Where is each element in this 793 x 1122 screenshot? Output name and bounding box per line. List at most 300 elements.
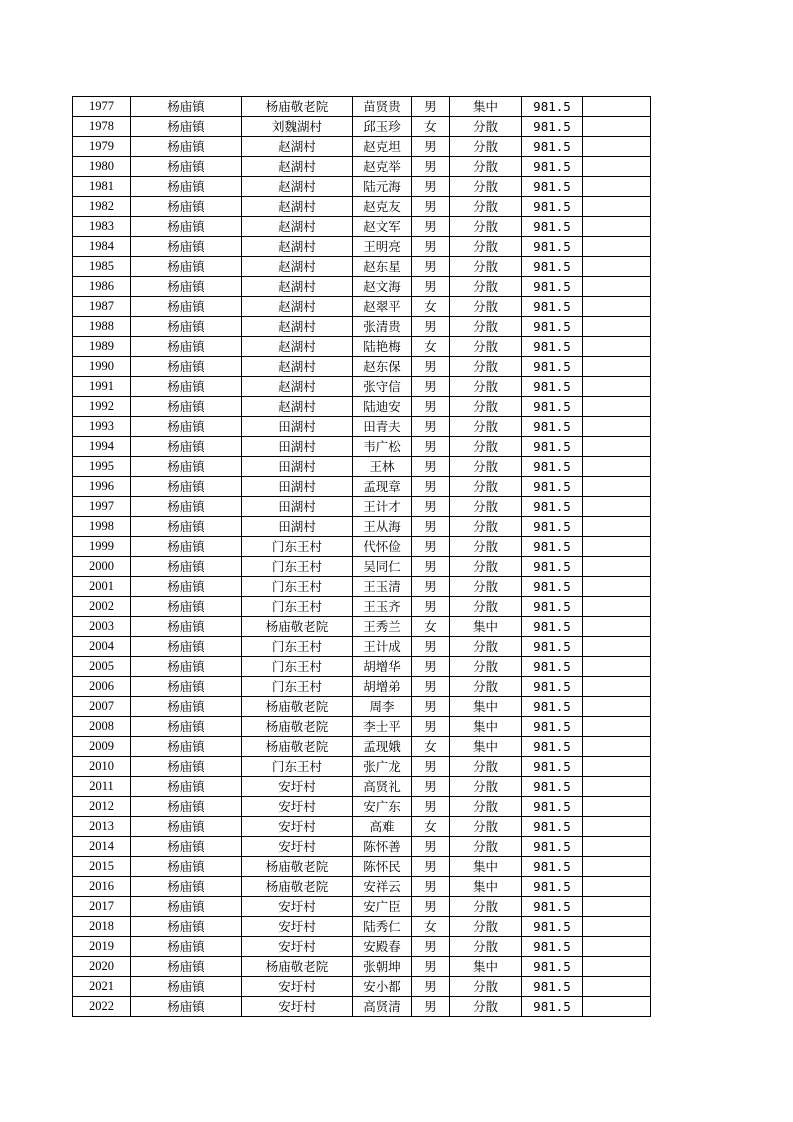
table-row	[73, 957, 651, 977]
amount-cell: 981.5	[522, 657, 583, 677]
support-type-cell: 分散	[450, 917, 522, 937]
person-name-cell: 周李	[353, 697, 412, 717]
amount-cell: 981.5	[522, 257, 583, 277]
support-type-cell: 分散	[450, 817, 522, 837]
person-name-cell: 王明亮	[353, 237, 412, 257]
support-type-cell: 分散	[450, 577, 522, 597]
table-row	[73, 97, 651, 117]
person-name-cell: 胡增华	[353, 657, 412, 677]
village-cell: 田湖村	[242, 437, 353, 457]
gender-cell: 男	[412, 237, 450, 257]
gender-cell: 男	[412, 477, 450, 497]
record-id-cell: 2004	[73, 637, 131, 657]
amount-cell: 981.5	[522, 917, 583, 937]
town-cell: 杨庙镇	[131, 237, 242, 257]
gender-cell: 男	[412, 437, 450, 457]
support-type-cell: 分散	[450, 117, 522, 137]
amount-cell: 981.5	[522, 417, 583, 437]
town-cell: 杨庙镇	[131, 257, 242, 277]
remark-cell	[583, 297, 651, 317]
remark-cell	[583, 157, 651, 177]
support-type-cell: 分散	[450, 477, 522, 497]
village-cell: 杨庙敬老院	[242, 737, 353, 757]
amount-cell: 981.5	[522, 957, 583, 977]
support-type-cell: 分散	[450, 497, 522, 517]
support-type-cell: 分散	[450, 937, 522, 957]
town-cell: 杨庙镇	[131, 497, 242, 517]
remark-cell	[583, 997, 651, 1017]
town-cell: 杨庙镇	[131, 97, 242, 117]
gender-cell: 女	[412, 917, 450, 937]
town-cell: 杨庙镇	[131, 577, 242, 597]
remark-cell	[583, 977, 651, 997]
remark-cell	[583, 217, 651, 237]
village-cell: 赵湖村	[242, 257, 353, 277]
table-row	[73, 817, 651, 837]
support-type-cell: 分散	[450, 777, 522, 797]
village-cell: 安圩村	[242, 817, 353, 837]
amount-cell: 981.5	[522, 517, 583, 537]
support-type-cell: 分散	[450, 137, 522, 157]
village-cell: 赵湖村	[242, 397, 353, 417]
person-name-cell: 王林	[353, 457, 412, 477]
table-row	[73, 517, 651, 537]
amount-cell: 981.5	[522, 217, 583, 237]
table-row	[73, 497, 651, 517]
remark-cell	[583, 477, 651, 497]
record-id-cell: 1994	[73, 437, 131, 457]
table-row	[73, 417, 651, 437]
support-type-cell: 分散	[450, 177, 522, 197]
person-name-cell: 胡增弟	[353, 677, 412, 697]
table-row	[73, 137, 651, 157]
table-row	[73, 737, 651, 757]
gender-cell: 男	[412, 157, 450, 177]
table-row	[73, 917, 651, 937]
remark-cell	[583, 797, 651, 817]
amount-cell: 981.5	[522, 197, 583, 217]
gender-cell: 男	[412, 937, 450, 957]
village-cell: 杨庙敬老院	[242, 697, 353, 717]
village-cell: 赵湖村	[242, 377, 353, 397]
remark-cell	[583, 337, 651, 357]
support-type-cell: 分散	[450, 997, 522, 1017]
remark-cell	[583, 637, 651, 657]
amount-cell: 981.5	[522, 297, 583, 317]
remark-cell	[583, 277, 651, 297]
record-id-cell: 1986	[73, 277, 131, 297]
remark-cell	[583, 917, 651, 937]
table-row	[73, 937, 651, 957]
person-name-cell: 吴同仁	[353, 557, 412, 577]
village-cell: 刘魏湖村	[242, 117, 353, 137]
gender-cell: 男	[412, 177, 450, 197]
town-cell: 杨庙镇	[131, 477, 242, 497]
amount-cell: 981.5	[522, 737, 583, 757]
gender-cell: 女	[412, 297, 450, 317]
remark-cell	[583, 97, 651, 117]
support-type-cell: 分散	[450, 337, 522, 357]
table-row	[73, 877, 651, 897]
gender-cell: 男	[412, 517, 450, 537]
town-cell: 杨庙镇	[131, 677, 242, 697]
remark-cell	[583, 597, 651, 617]
amount-cell: 981.5	[522, 117, 583, 137]
table-row	[73, 437, 651, 457]
record-id-cell: 2020	[73, 957, 131, 977]
record-id-cell: 1998	[73, 517, 131, 537]
table-row	[73, 237, 651, 257]
gender-cell: 男	[412, 957, 450, 977]
amount-cell: 981.5	[522, 697, 583, 717]
remark-cell	[583, 657, 651, 677]
town-cell: 杨庙镇	[131, 617, 242, 637]
table-row	[73, 677, 651, 697]
village-cell: 杨庙敬老院	[242, 857, 353, 877]
support-type-cell: 分散	[450, 517, 522, 537]
person-name-cell: 王从海	[353, 517, 412, 537]
record-id-cell: 2012	[73, 797, 131, 817]
gender-cell: 男	[412, 697, 450, 717]
amount-cell: 981.5	[522, 437, 583, 457]
amount-cell: 981.5	[522, 597, 583, 617]
gender-cell: 女	[412, 737, 450, 757]
town-cell: 杨庙镇	[131, 937, 242, 957]
remark-cell	[583, 377, 651, 397]
person-name-cell: 王计才	[353, 497, 412, 517]
table-row	[73, 897, 651, 917]
person-name-cell: 安祥云	[353, 877, 412, 897]
table-row	[73, 477, 651, 497]
record-id-cell: 2008	[73, 717, 131, 737]
village-cell: 赵湖村	[242, 137, 353, 157]
town-cell: 杨庙镇	[131, 297, 242, 317]
village-cell: 门东王村	[242, 537, 353, 557]
table-row	[73, 117, 651, 137]
town-cell: 杨庙镇	[131, 417, 242, 437]
person-name-cell: 安殿春	[353, 937, 412, 957]
remark-cell	[583, 957, 651, 977]
town-cell: 杨庙镇	[131, 777, 242, 797]
village-cell: 杨庙敬老院	[242, 717, 353, 737]
gender-cell: 男	[412, 197, 450, 217]
amount-cell: 981.5	[522, 777, 583, 797]
table-row	[73, 197, 651, 217]
support-type-cell: 分散	[450, 537, 522, 557]
person-name-cell: 陈怀善	[353, 837, 412, 857]
gender-cell: 女	[412, 817, 450, 837]
village-cell: 田湖村	[242, 457, 353, 477]
table-row	[73, 297, 651, 317]
table-row	[73, 317, 651, 337]
person-name-cell: 苗贤贵	[353, 97, 412, 117]
person-name-cell: 高贤清	[353, 997, 412, 1017]
remark-cell	[583, 537, 651, 557]
gender-cell: 女	[412, 337, 450, 357]
record-id-cell: 1982	[73, 197, 131, 217]
town-cell: 杨庙镇	[131, 917, 242, 937]
table-row	[73, 857, 651, 877]
gender-cell: 男	[412, 277, 450, 297]
amount-cell: 981.5	[522, 677, 583, 697]
record-id-cell: 1995	[73, 457, 131, 477]
amount-cell: 981.5	[522, 817, 583, 837]
support-type-cell: 分散	[450, 437, 522, 457]
table-row	[73, 977, 651, 997]
remark-cell	[583, 757, 651, 777]
person-name-cell: 代怀俭	[353, 537, 412, 557]
gender-cell: 男	[412, 217, 450, 237]
amount-cell: 981.5	[522, 477, 583, 497]
amount-cell: 981.5	[522, 317, 583, 337]
person-name-cell: 王计成	[353, 637, 412, 657]
remark-cell	[583, 437, 651, 457]
record-id-cell: 2010	[73, 757, 131, 777]
support-type-cell: 分散	[450, 557, 522, 577]
person-name-cell: 安广东	[353, 797, 412, 817]
village-cell: 赵湖村	[242, 357, 353, 377]
record-id-cell: 2017	[73, 897, 131, 917]
support-type-cell: 分散	[450, 237, 522, 257]
village-cell: 门东王村	[242, 557, 353, 577]
support-type-cell: 分散	[450, 637, 522, 657]
remark-cell	[583, 737, 651, 757]
village-cell: 安圩村	[242, 937, 353, 957]
table-row	[73, 377, 651, 397]
person-name-cell: 赵东星	[353, 257, 412, 277]
amount-cell: 981.5	[522, 97, 583, 117]
village-cell: 赵湖村	[242, 337, 353, 357]
remark-cell	[583, 457, 651, 477]
village-cell: 田湖村	[242, 417, 353, 437]
table-row	[73, 997, 651, 1017]
person-name-cell: 赵文海	[353, 277, 412, 297]
village-cell: 安圩村	[242, 997, 353, 1017]
village-cell: 门东王村	[242, 677, 353, 697]
support-type-cell: 分散	[450, 297, 522, 317]
town-cell: 杨庙镇	[131, 277, 242, 297]
town-cell: 杨庙镇	[131, 737, 242, 757]
village-cell: 安圩村	[242, 977, 353, 997]
table-row	[73, 257, 651, 277]
table-row	[73, 637, 651, 657]
gender-cell: 男	[412, 257, 450, 277]
town-cell: 杨庙镇	[131, 997, 242, 1017]
village-cell: 门东王村	[242, 757, 353, 777]
record-id-cell: 2002	[73, 597, 131, 617]
gender-cell: 男	[412, 857, 450, 877]
record-id-cell: 2011	[73, 777, 131, 797]
village-cell: 赵湖村	[242, 297, 353, 317]
support-type-cell: 分散	[450, 317, 522, 337]
village-cell: 赵湖村	[242, 157, 353, 177]
record-id-cell: 1978	[73, 117, 131, 137]
town-cell: 杨庙镇	[131, 717, 242, 737]
person-name-cell: 邱玉珍	[353, 117, 412, 137]
remark-cell	[583, 137, 651, 157]
table-row	[73, 397, 651, 417]
town-cell: 杨庙镇	[131, 537, 242, 557]
town-cell: 杨庙镇	[131, 517, 242, 537]
person-name-cell: 张广龙	[353, 757, 412, 777]
gender-cell: 男	[412, 777, 450, 797]
remark-cell	[583, 837, 651, 857]
record-id-cell: 2001	[73, 577, 131, 597]
village-cell: 杨庙敬老院	[242, 877, 353, 897]
gender-cell: 男	[412, 897, 450, 917]
support-type-cell: 分散	[450, 677, 522, 697]
town-cell: 杨庙镇	[131, 557, 242, 577]
gender-cell: 男	[412, 97, 450, 117]
amount-cell: 981.5	[522, 837, 583, 857]
support-type-cell: 集中	[450, 737, 522, 757]
amount-cell: 981.5	[522, 337, 583, 357]
village-cell: 赵湖村	[242, 197, 353, 217]
support-type-cell: 分散	[450, 157, 522, 177]
town-cell: 杨庙镇	[131, 117, 242, 137]
record-id-cell: 2007	[73, 697, 131, 717]
village-cell: 安圩村	[242, 897, 353, 917]
gender-cell: 女	[412, 117, 450, 137]
remark-cell	[583, 177, 651, 197]
remark-cell	[583, 677, 651, 697]
amount-cell: 981.5	[522, 357, 583, 377]
record-id-cell: 2009	[73, 737, 131, 757]
record-id-cell: 2014	[73, 837, 131, 857]
town-cell: 杨庙镇	[131, 637, 242, 657]
gender-cell: 男	[412, 877, 450, 897]
support-type-cell: 集中	[450, 717, 522, 737]
amount-cell: 981.5	[522, 377, 583, 397]
remark-cell	[583, 937, 651, 957]
remark-cell	[583, 877, 651, 897]
table-row	[73, 757, 651, 777]
record-id-cell: 2022	[73, 997, 131, 1017]
table-row	[73, 617, 651, 637]
support-type-cell: 集中	[450, 877, 522, 897]
remark-cell	[583, 817, 651, 837]
amount-cell: 981.5	[522, 397, 583, 417]
amount-cell: 981.5	[522, 497, 583, 517]
town-cell: 杨庙镇	[131, 397, 242, 417]
village-cell: 田湖村	[242, 477, 353, 497]
amount-cell: 981.5	[522, 897, 583, 917]
record-id-cell: 1985	[73, 257, 131, 277]
gender-cell: 男	[412, 557, 450, 577]
person-name-cell: 孟现娥	[353, 737, 412, 757]
village-cell: 赵湖村	[242, 317, 353, 337]
remark-cell	[583, 257, 651, 277]
remark-cell	[583, 857, 651, 877]
village-cell: 安圩村	[242, 917, 353, 937]
village-cell: 安圩村	[242, 777, 353, 797]
town-cell: 杨庙镇	[131, 357, 242, 377]
record-id-cell: 2018	[73, 917, 131, 937]
town-cell: 杨庙镇	[131, 597, 242, 617]
town-cell: 杨庙镇	[131, 437, 242, 457]
support-type-cell: 集中	[450, 617, 522, 637]
gender-cell: 男	[412, 677, 450, 697]
record-id-cell: 1991	[73, 377, 131, 397]
support-type-cell: 分散	[450, 897, 522, 917]
town-cell: 杨庙镇	[131, 657, 242, 677]
table-row	[73, 277, 651, 297]
town-cell: 杨庙镇	[131, 817, 242, 837]
table-row	[73, 557, 651, 577]
town-cell: 杨庙镇	[131, 177, 242, 197]
town-cell: 杨庙镇	[131, 897, 242, 917]
town-cell: 杨庙镇	[131, 957, 242, 977]
village-cell: 赵湖村	[242, 237, 353, 257]
person-name-cell: 王玉清	[353, 577, 412, 597]
village-cell: 门东王村	[242, 577, 353, 597]
record-id-cell: 2019	[73, 937, 131, 957]
record-id-cell: 1977	[73, 97, 131, 117]
town-cell: 杨庙镇	[131, 457, 242, 477]
village-cell: 门东王村	[242, 597, 353, 617]
gender-cell: 男	[412, 757, 450, 777]
amount-cell: 981.5	[522, 637, 583, 657]
amount-cell: 981.5	[522, 757, 583, 777]
gender-cell: 男	[412, 357, 450, 377]
amount-cell: 981.5	[522, 177, 583, 197]
support-type-cell: 集中	[450, 697, 522, 717]
record-id-cell: 2021	[73, 977, 131, 997]
support-type-cell: 集中	[450, 97, 522, 117]
amount-cell: 981.5	[522, 577, 583, 597]
amount-cell: 981.5	[522, 237, 583, 257]
record-id-cell: 2013	[73, 817, 131, 837]
roster-table	[72, 96, 651, 1017]
person-name-cell: 高难	[353, 817, 412, 837]
table-row	[73, 597, 651, 617]
gender-cell: 男	[412, 417, 450, 437]
town-cell: 杨庙镇	[131, 857, 242, 877]
remark-cell	[583, 397, 651, 417]
village-cell: 杨庙敬老院	[242, 617, 353, 637]
person-name-cell: 安广臣	[353, 897, 412, 917]
person-name-cell: 张守信	[353, 377, 412, 397]
support-type-cell: 分散	[450, 397, 522, 417]
record-id-cell: 1984	[73, 237, 131, 257]
remark-cell	[583, 897, 651, 917]
support-type-cell: 分散	[450, 377, 522, 397]
remark-cell	[583, 417, 651, 437]
village-cell: 门东王村	[242, 657, 353, 677]
gender-cell: 男	[412, 317, 450, 337]
gender-cell: 男	[412, 637, 450, 657]
person-name-cell: 安小都	[353, 977, 412, 997]
support-type-cell: 集中	[450, 857, 522, 877]
gender-cell: 男	[412, 497, 450, 517]
village-cell: 田湖村	[242, 517, 353, 537]
amount-cell: 981.5	[522, 537, 583, 557]
amount-cell: 981.5	[522, 157, 583, 177]
amount-cell: 981.5	[522, 937, 583, 957]
remark-cell	[583, 197, 651, 217]
amount-cell: 981.5	[522, 877, 583, 897]
gender-cell: 男	[412, 397, 450, 417]
gender-cell: 男	[412, 837, 450, 857]
town-cell: 杨庙镇	[131, 697, 242, 717]
record-id-cell: 1990	[73, 357, 131, 377]
support-type-cell: 分散	[450, 457, 522, 477]
amount-cell: 981.5	[522, 977, 583, 997]
remark-cell	[583, 617, 651, 637]
person-name-cell: 赵克友	[353, 197, 412, 217]
remark-cell	[583, 357, 651, 377]
record-id-cell: 1983	[73, 217, 131, 237]
